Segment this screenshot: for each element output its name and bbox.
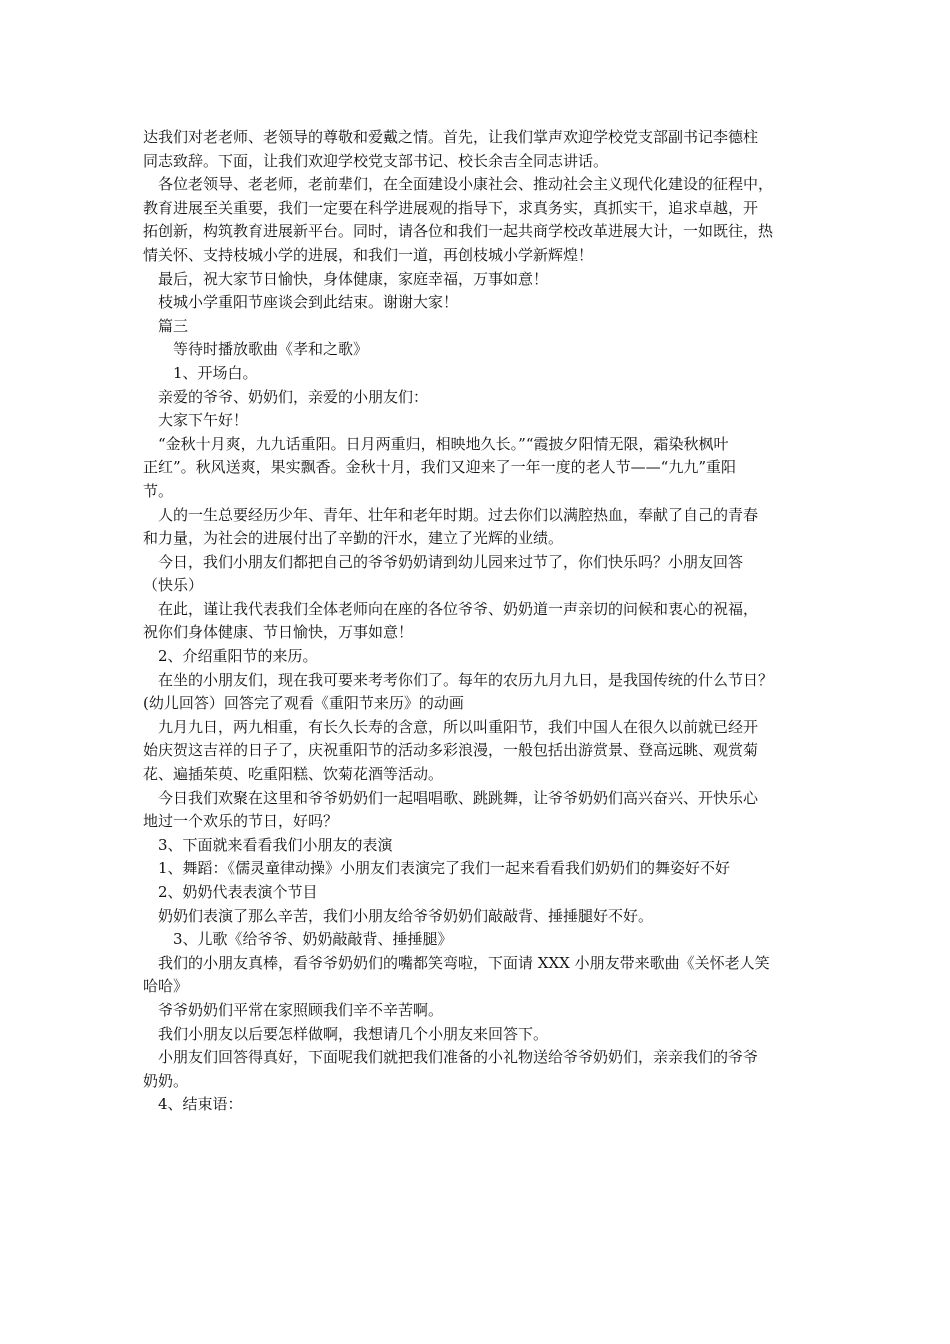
text-line: 1、开场白。: [173, 363, 258, 382]
text-line: （快乐）: [143, 576, 204, 595]
text-line: 我们小朋友以后要怎样做啊，我想请几个小朋友来回答下。: [158, 1024, 549, 1043]
text-line: 正红”。秋风送爽，果实飘香。金秋十月，我们又迎来了一年一度的老人节——“九九”重阳: [143, 458, 737, 477]
text-line: 哈哈》: [143, 977, 189, 996]
text-line: 2、介绍重阳节的来历。: [158, 647, 318, 666]
paragraph: [143, 716, 823, 787]
text-line: 九月九日，两九相重，有长久长寿的含意，所以叫重阳节，我们中国人在很久以前就已经开: [158, 717, 759, 736]
paragraph: [143, 669, 823, 716]
paragraph: [143, 126, 823, 173]
text-line: 枝城小学重阳节座谈会到此结束。谢谢大家！: [158, 293, 459, 312]
paragraph: [143, 999, 823, 1023]
paragraph: [143, 598, 823, 645]
text-line: 我们的小朋友真棒，看爷爷奶奶们的嘴都笑弯啦，下面请 XXX 小朋友带来歌曲《关怀老人笑: [158, 953, 770, 972]
text-line: 4、结束语：: [158, 1095, 243, 1114]
text-line: 拓创新，构筑教育进展新平台。同时，请各位和我们一起共商学校改革进展大计，一如既往，热: [143, 222, 774, 241]
text-line: 教育进展至关重要，我们一定要在科学进展观的指导下，求真务实，真抓实干，追求卓越，开: [143, 198, 759, 217]
text-line: 祝你们身体健康、节日愉快，万事如意！: [143, 623, 414, 642]
text-line: 达我们对老老师、老领导的尊敬和爱戴之情。首先，让我们掌声欢迎学校党支部副书记李德柱: [143, 128, 759, 146]
text-line: 奶奶们表演了那么辛苦，我们小朋友给爷爷奶奶们敲敲背、捶捶腿好不好。: [158, 906, 654, 925]
text-line: 小朋友们回答得真好，下面呢我们就把我们准备的小礼物送给爷爷奶奶们，亲亲我们的爷爷: [158, 1048, 759, 1067]
paragraph: [143, 362, 823, 386]
text-line: 1、舞蹈：《儒灵童律动操》小朋友们表演完了我们一起来看看我们奶奶们的舞姿好不好: [158, 859, 731, 878]
paragraph: [143, 645, 823, 669]
paragraph: [143, 315, 823, 339]
document-page: [143, 126, 823, 1117]
text-line: 3、下面就来看看我们小朋友的表演: [158, 835, 393, 854]
text-line: “金秋十月爽，九九话重阳。日月两重归，相映地久长。”“霞披夕阳情无限，霜染秋枫叶: [158, 434, 729, 453]
paragraph: [143, 1046, 823, 1093]
text-line: 在坐的小朋友们，现在我可要来考考你们了。每年的农历九月九日，是我国传统的什么节日？: [158, 670, 774, 689]
paragraph: [143, 928, 823, 952]
paragraph: [143, 857, 823, 881]
paragraph: [143, 905, 823, 929]
text-line: (幼儿回答）回答完了观看《重阳节来历》的动画: [143, 694, 464, 713]
text-line: 始庆贺这吉祥的日子了，庆祝重阳节的活动多彩浪漫，一般包括出游赏景、登高远眺、观赏菊: [143, 741, 759, 760]
paragraph: [143, 173, 823, 267]
text-line: 最后，祝大家节日愉快，身体健康，家庭幸福，万事如意！: [158, 269, 549, 288]
paragraph: [143, 433, 823, 504]
paragraph: [143, 504, 823, 551]
paragraph: [143, 881, 823, 905]
paragraph: [143, 291, 823, 315]
text-line: 奶奶。: [143, 1071, 189, 1090]
text-line: 在此，谨让我代表我们全体老师向在座的各位爷爷、奶奶道一声亲切的问候和衷心的祝福，: [158, 599, 759, 618]
paragraph: [143, 551, 823, 598]
paragraph: [143, 1093, 823, 1117]
text-line: 2、奶奶代表表演个节目: [158, 883, 318, 901]
paragraph: [143, 409, 823, 433]
paragraph: [143, 834, 823, 858]
text-line: 爷爷奶奶们平常在家照顾我们辛不辛苦啊。: [158, 1000, 444, 1019]
paragraph: [143, 268, 823, 292]
text-line: 篇三: [158, 316, 189, 335]
text-line: 地过一个欢乐的节日，好吗？: [143, 812, 339, 831]
text-line: 亲爱的爷爷、奶奶们，亲爱的小朋友们：: [158, 387, 429, 406]
text-line: 人的一生总要经历少年、青年、壮年和老年时期。过去你们以满腔热血，奉献了自己的青春: [158, 505, 759, 524]
text-line: 和力量，为社会的进展付出了辛勤的汗水，建立了光辉的业绩。: [143, 529, 564, 548]
text-line: 同志致辞。下面，让我们欢迎学校党支部书记、校长余吉全同志讲话。: [143, 151, 609, 170]
text-line: 大家下午好！: [158, 411, 249, 430]
text-line: 各位老领导、老老师，老前辈们，在全面建设小康社会、推动社会主义现代化建设的征程中，: [158, 175, 774, 194]
paragraph: [143, 952, 823, 999]
text-line: 今日我们欢聚在这里和爷爷奶奶们一起唱唱歌、跳跳舞，让爷爷奶奶们高兴奋兴、开快乐心: [158, 788, 759, 807]
paragraph: [143, 338, 823, 362]
text-line: 情关怀、支持枝城小学的进展，和我们一道，再创枝城小学新辉煌！: [143, 245, 594, 264]
text-line: 3、儿歌《给爷爷、奶奶敲敲背、捶捶腿》: [173, 930, 453, 949]
text-line: 节。: [143, 481, 174, 500]
paragraph: [143, 787, 823, 834]
paragraph: [143, 1023, 823, 1047]
text-line: 花、遍插茱萸、吃重阳糕、饮菊花酒等活动。: [143, 765, 444, 784]
text-line: 等待时播放歌曲《孝和之歌》: [173, 340, 369, 359]
paragraph: [143, 386, 823, 410]
text-line: 今日，我们小朋友们都把自己的爷爷奶奶请到幼儿园来过节了，你们快乐吗？小朋友回答: [158, 552, 744, 571]
